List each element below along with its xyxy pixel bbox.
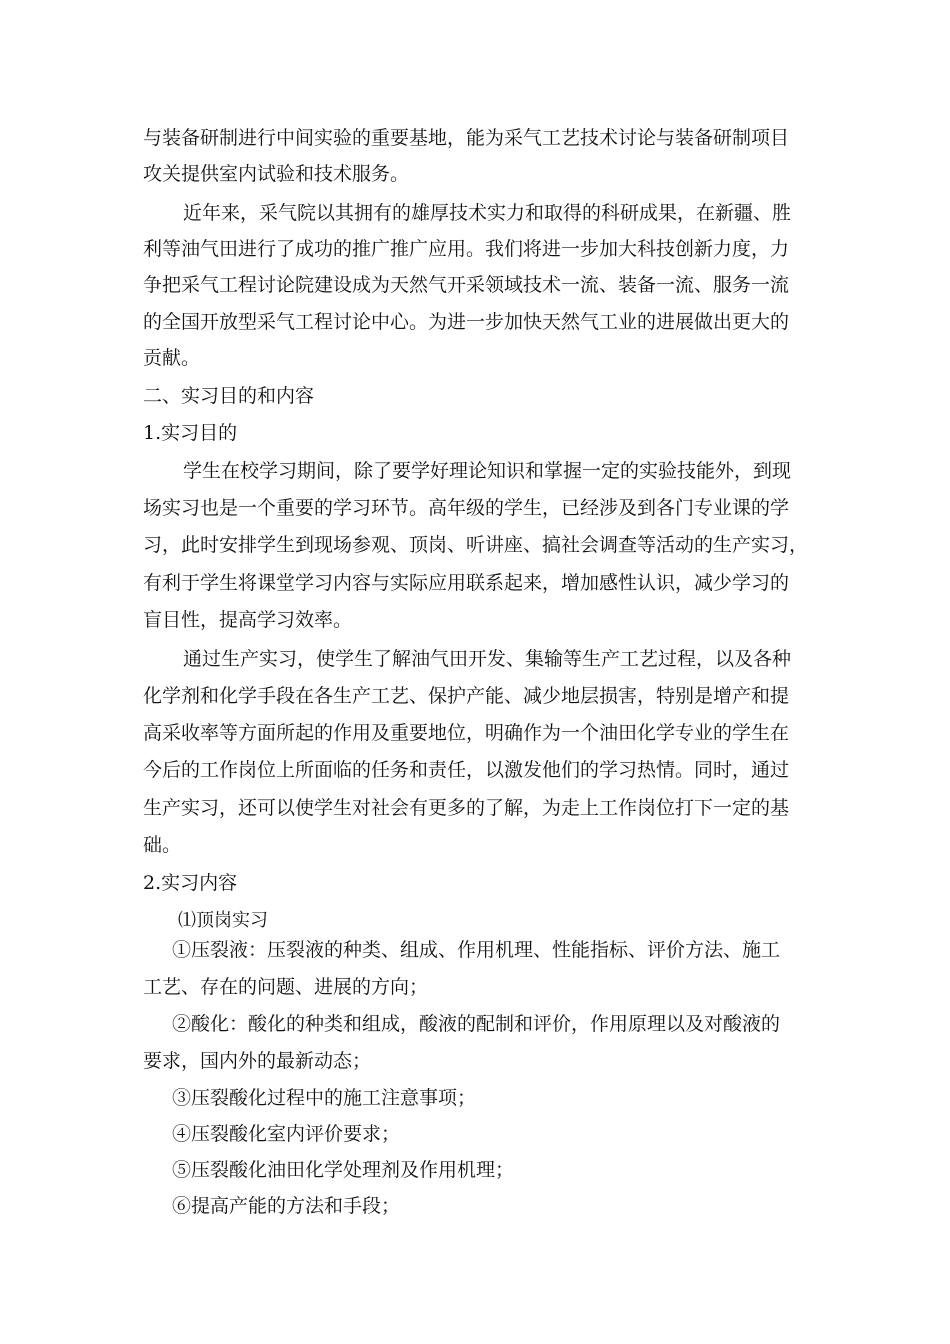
subsection-heading: 2.实习内容: [143, 872, 238, 894]
list-item: ⑤压裂酸化油田化学处理剂及作用机理；: [172, 1159, 515, 1181]
paragraph-line: 争把采气工程讨论院建设成为天然气开采领域技术一流、装备一流、服务一流: [143, 274, 790, 296]
paragraph-line: 盲目性，提高学习效率。: [143, 609, 353, 631]
paragraph-line: 贡献。: [143, 347, 201, 369]
paragraph-line: 利等油气田进行了成功的推广推广应用。我们将进一步加大科技创新力度，力: [143, 238, 790, 260]
paragraph-line: 础。: [143, 834, 182, 856]
paragraph-line: 高采收率等方面所起的作用及重要地位，明确作为一个油田化学专业的学生在: [143, 722, 790, 744]
list-item-continuation: 工艺、存在的问题、进展的方向；: [143, 976, 429, 998]
item-heading: ⑴顶岗实习: [178, 910, 268, 931]
paragraph-line: 学生在校学习期间，除了要学好理论知识和掌握一定的实验技能外，到现: [183, 460, 792, 482]
paragraph-line: 有利于学生将课堂学习内容与实际应用联系起来，增加感性认识，减少学习的: [143, 572, 790, 594]
subsection-heading: 1.实习目的: [143, 422, 238, 444]
paragraph-line: 的全国开放型采气工程讨论中心。为进一步加快天然气工业的进展做出更大的: [143, 311, 790, 333]
list-item: ③压裂酸化过程中的施工注意事项；: [172, 1087, 477, 1109]
section-heading: 二、实习目的和内容: [143, 385, 315, 407]
paragraph-line: 化学剂和化学手段在各生产工艺、保护产能、减少地层损害，特别是增产和提: [143, 685, 790, 707]
paragraph-line: 今后的工作岗位上所面临的任务和责任，以激发他们的学习热情。同时，通过: [143, 759, 790, 781]
paragraph-line: 近年来，采气院以其拥有的雄厚技术实力和取得的科研成果，在新疆、胜: [183, 202, 792, 224]
list-item: ④压裂酸化室内评价要求；: [172, 1123, 401, 1145]
list-item: ⑥提高产能的方法和手段；: [172, 1195, 401, 1217]
paragraph-line: 与装备研制进行中间实验的重要基地，能为采气工艺技术讨论与装备研制项目: [143, 127, 790, 149]
paragraph-line: 通过生产实习，使学生了解油气田开发、集输等生产工艺过程，以及各种: [183, 648, 792, 670]
paragraph-line: 场实习也是一个重要的学习环节。高年级的学生，已经涉及到各门专业课的学: [143, 497, 790, 519]
list-item: ①压裂液：压裂液的种类、组成、作用机理、性能指标、评价方法、施工: [172, 939, 781, 961]
paragraph-line: 习，此时安排学生到现场参观、顶岗、听讲座、搞社会调查等活动的生产实习，: [143, 534, 809, 556]
list-item: ②酸化：酸化的种类和组成，酸液的配制和评价，作用原理以及对酸液的: [172, 1013, 781, 1035]
paragraph-line: 攻关提供室内试验和技术服务。: [143, 163, 410, 185]
list-item-continuation: 要求，国内外的最新动态；: [143, 1050, 372, 1072]
paragraph-line: 生产实习，还可以使学生对社会有更多的了解，为走上工作岗位打下一定的基: [143, 797, 790, 819]
